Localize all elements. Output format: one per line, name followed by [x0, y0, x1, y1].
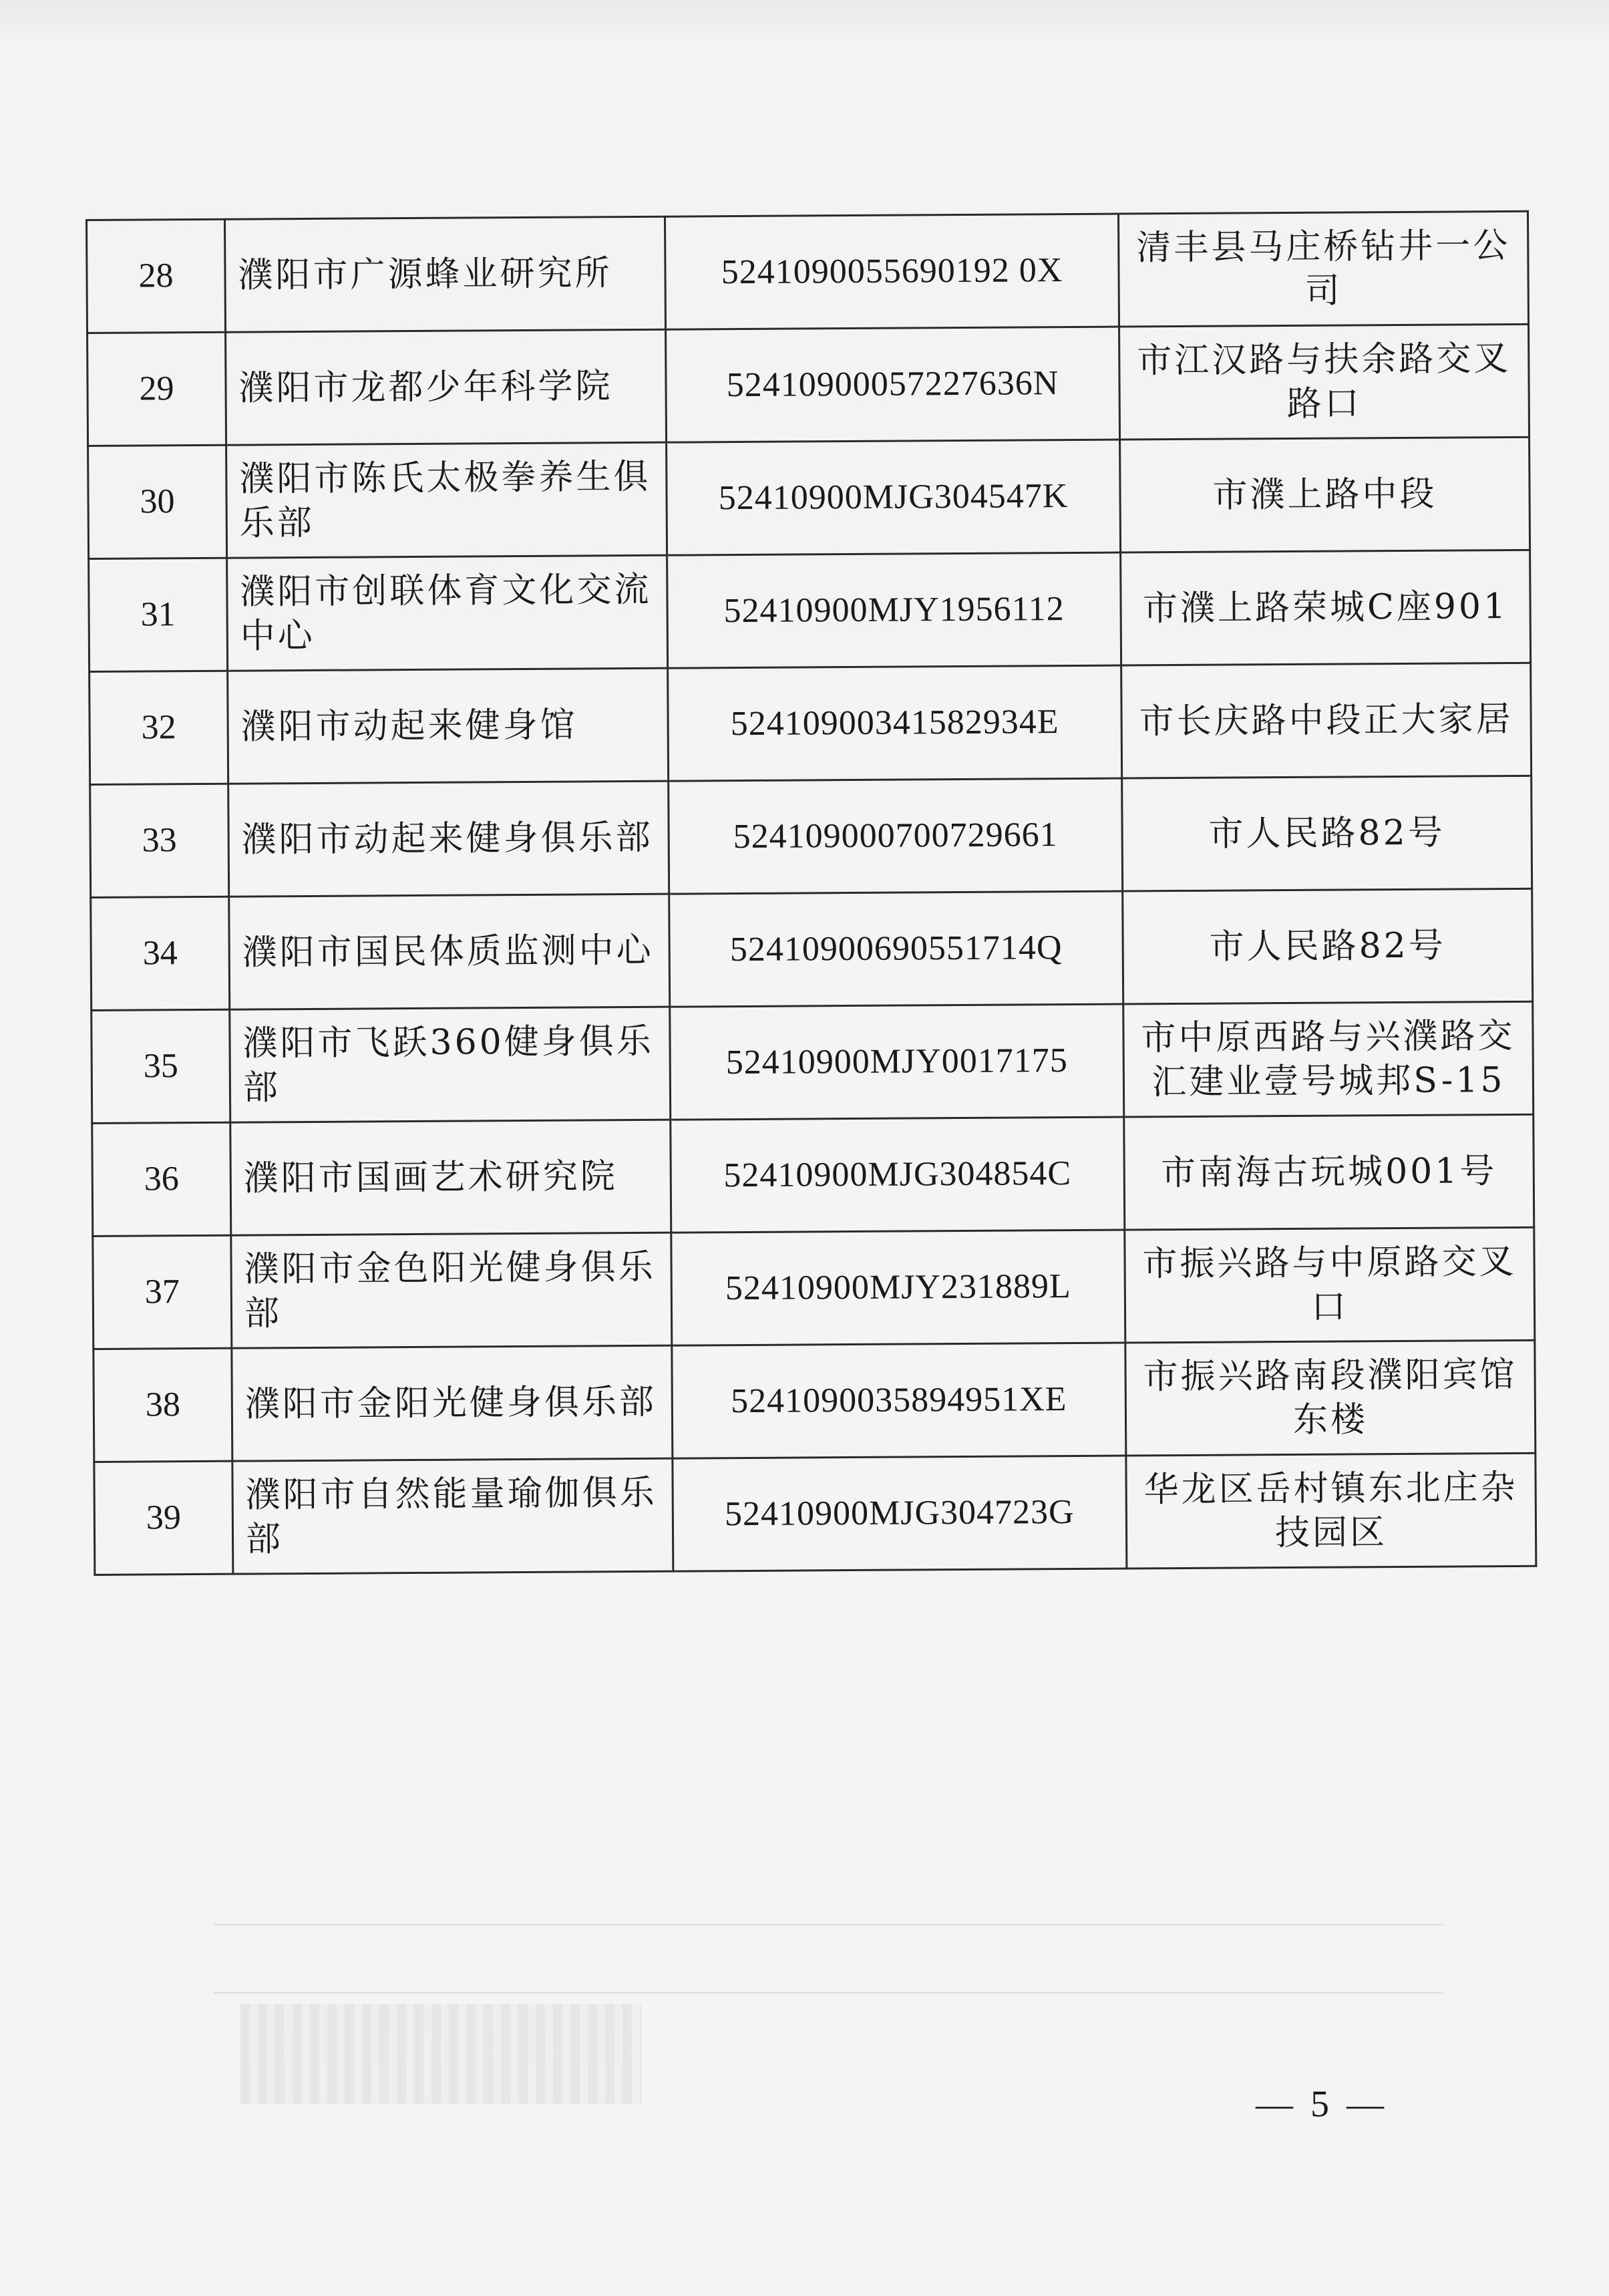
credit-code-cell: 524109000700729661 — [669, 778, 1123, 894]
table-row — [94, 1340, 1536, 1462]
registry-table-container — [85, 211, 1518, 1576]
address-cell: 市江汉路与扶余路交叉路口 — [1119, 324, 1530, 440]
credit-code-cell: 5241090035894951XE — [672, 1343, 1126, 1458]
organization-name-cell: 濮阳市广源蜂业研究所 — [225, 216, 666, 332]
address-cell: 市人民路82号 — [1122, 776, 1532, 891]
address-cell: 市濮上路荣城C座901 — [1121, 550, 1531, 665]
table-row — [92, 1114, 1534, 1236]
organization-name-cell: 濮阳市动起来健身馆 — [228, 668, 669, 784]
page-number: — 5 — — [1256, 2084, 1388, 2125]
address-cell: 市濮上路中段 — [1120, 437, 1530, 552]
organization-name-cell: 濮阳市龙都少年科学院 — [226, 329, 667, 445]
row-number-cell: 38 — [94, 1348, 232, 1462]
address-cell: 市振兴路与中原路交叉口 — [1125, 1227, 1535, 1343]
row-number-cell: 31 — [89, 558, 228, 671]
credit-code-cell: 52410900MJY1956112 — [667, 552, 1121, 668]
table-row — [90, 776, 1532, 897]
table-row — [89, 550, 1531, 671]
address-cell: 市人民路82号 — [1123, 888, 1533, 1004]
row-number-cell: 33 — [90, 784, 229, 897]
registry-table — [85, 210, 1537, 1576]
table-row — [93, 1227, 1535, 1349]
credit-code-cell: 52410900MJG304723G — [673, 1456, 1127, 1571]
address-cell: 市中原西路与兴濮路交汇建业壹号城邦S-15 — [1123, 1001, 1534, 1117]
credit-code-cell: 52410900690551714Q — [669, 891, 1123, 1007]
credit-code-cell: 52410900MJY231889L — [671, 1230, 1125, 1345]
faded-show-through-stamp — [214, 1924, 1443, 1993]
registry-table-body — [87, 211, 1536, 1575]
organization-name-cell: 濮阳市国画艺术研究院 — [230, 1120, 671, 1235]
table-row — [87, 211, 1529, 333]
address-cell: 市长庆路中段正大家居 — [1121, 663, 1532, 778]
credit-code-cell: 52410900057227636N — [666, 327, 1120, 442]
row-number-cell: 35 — [92, 1009, 230, 1123]
row-number-cell: 32 — [90, 671, 228, 784]
row-number-cell: 39 — [94, 1461, 233, 1575]
organization-name-cell: 濮阳市动起来健身俱乐部 — [228, 781, 669, 896]
organization-name-cell: 濮阳市自然能量瑜伽俱乐部 — [232, 1458, 673, 1574]
row-number-cell: 29 — [87, 332, 226, 446]
row-number-cell: 34 — [91, 896, 230, 1010]
organization-name-cell: 濮阳市创联体育文化交流中心 — [227, 555, 668, 671]
organization-name-cell: 濮阳市金色阳光健身俱乐部 — [231, 1233, 672, 1348]
row-number-cell: 37 — [93, 1235, 232, 1349]
credit-code-cell: 5241090055690192 0X — [665, 214, 1119, 329]
table-row — [90, 663, 1532, 784]
credit-code-cell: 52410900MJG304854C — [671, 1117, 1125, 1233]
table-row — [87, 324, 1530, 446]
organization-name-cell: 濮阳市金阳光健身俱乐部 — [232, 1345, 673, 1461]
table-row — [88, 437, 1530, 558]
table-row — [94, 1453, 1536, 1575]
address-cell: 市振兴路南段濮阳宾馆东楼 — [1125, 1340, 1536, 1456]
credit-code-cell: 52410900MJY0017175 — [670, 1004, 1124, 1120]
address-cell: 市南海古玩城001号 — [1124, 1114, 1534, 1230]
credit-code-cell: 52410900MJG304547K — [667, 440, 1121, 555]
row-number-cell: 28 — [87, 219, 226, 333]
organization-name-cell: 濮阳市陈氏太极拳养生俱乐部 — [226, 442, 667, 558]
table-row — [92, 1001, 1534, 1123]
address-cell: 华龙区岳村镇东北庄杂技园区 — [1126, 1453, 1536, 1569]
organization-name-cell: 濮阳市国民体质监测中心 — [229, 894, 670, 1009]
organization-name-cell: 濮阳市飞跃360健身俱乐部 — [230, 1007, 671, 1122]
credit-code-cell: 52410900341582934E — [668, 665, 1122, 781]
row-number-cell: 36 — [92, 1122, 231, 1236]
address-cell: 清丰县马庄桥钻井一公司 — [1118, 211, 1528, 327]
faded-show-through-block — [240, 2004, 641, 2104]
row-number-cell: 30 — [88, 445, 227, 558]
table-row — [91, 888, 1533, 1010]
